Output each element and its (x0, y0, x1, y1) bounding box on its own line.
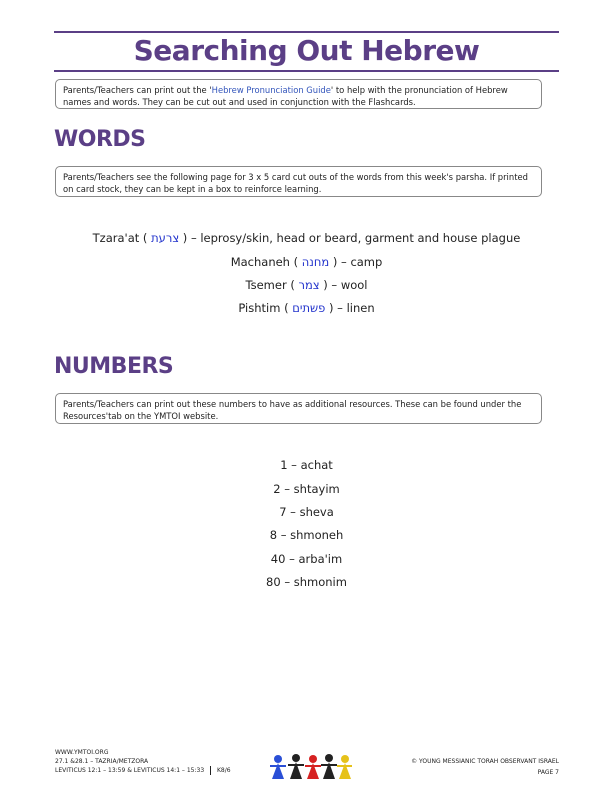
hebrew-word: צרעת (151, 231, 180, 245)
numbers-note: Parents/Teachers can print out these numbers to have as additional resources. These can be found under the Resources'tab on the YMTOI website. (55, 393, 542, 424)
kid-figure-icon (337, 755, 352, 779)
numbers-heading: NUMBERS (54, 354, 174, 379)
kid-figure-icon (321, 754, 337, 779)
title-underline (54, 70, 559, 72)
footer-grade: K8/6 (216, 767, 231, 774)
kids-logo-icon (270, 752, 352, 780)
words-heading: WORDS (54, 127, 146, 152)
number-item: 2 – shtayim (273, 482, 340, 496)
pronunciation-guide-link[interactable]: Hebrew Pronunciation Guide (211, 85, 331, 95)
kid-figure-icon (288, 754, 304, 779)
kid-figure-icon (270, 755, 286, 779)
word-item: Tsemer ( צמר ) – wool (245, 278, 368, 292)
number-item: 8 – shmoneh (269, 528, 344, 542)
footer-website[interactable]: WWW.YMTOI.ORG (55, 749, 109, 756)
footer-ref: LEVITICUS 12:1 – 13:59 & LEVITICUS 14:1 – 15:33 K8/6 (55, 767, 231, 774)
footer-right (411, 756, 559, 778)
kid-figure-icon (305, 755, 321, 779)
number-item: 40 – arba'im (270, 552, 343, 566)
footer-left (55, 748, 231, 775)
number-item: 7 – sheva (279, 505, 334, 519)
number-item: 80 – shmonim (266, 575, 347, 589)
words-note: Parents/Teachers see the following page for 3 x 5 card cut outs of the words from this week's parsha. If printed on card stock, they can be kept in a box to reinforce learning. (55, 166, 542, 197)
hebrew-word: מחנה (301, 255, 330, 269)
page-number: PAGE 7 (537, 769, 559, 776)
intro-note-pre: Parents/Teachers can print out the ' (63, 85, 212, 95)
number-item: 1 – achat (280, 458, 333, 472)
intro-note-post: ' to help with the pronunciation of Hebrew names and words. They can be cut out and used in conjunction with the Flashcards. (63, 85, 508, 107)
footer-date: 27.1 &28.1 – TAZRIA/METZORA (55, 758, 149, 765)
word-item: Machaneh ( מחנה ) – camp (230, 255, 383, 269)
page-title: Searching Out Hebrew (133, 34, 480, 67)
top-rule (54, 31, 559, 33)
footer-copyright: © YOUNG MESSIANIC TORAH OBSERVANT ISRAEL (411, 758, 559, 765)
hebrew-word: פשתים (292, 301, 326, 315)
word-item: Pishtim ( פשתים ) – linen (238, 301, 375, 315)
intro-note (55, 79, 542, 109)
word-item: Tzara'at ( צרעת ) – leprosy/skin, head or beard, garment and house plague (92, 231, 521, 245)
hebrew-word: צמר (298, 278, 320, 292)
